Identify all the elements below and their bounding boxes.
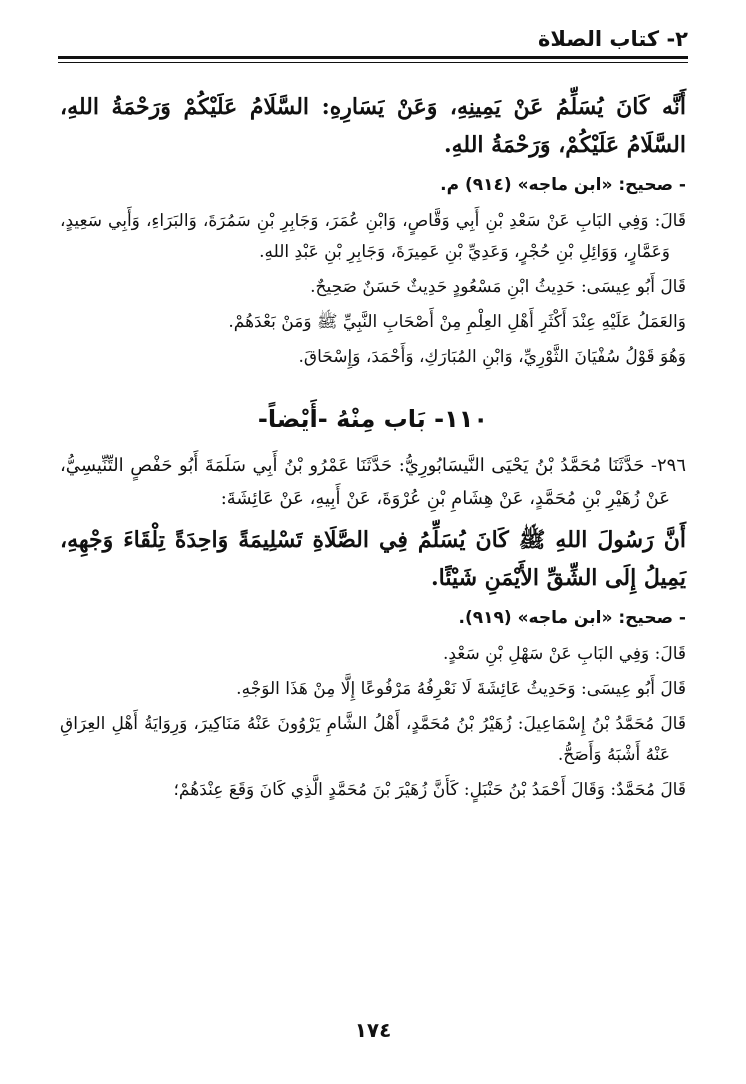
page-header bbox=[58, 20, 688, 64]
hadith-chain: ٢٩٦- حَدَّثَنَا مُحَمَّدُ بْنُ يَحْيَى النَّيسَابُورِيُّ: حَدَّثَنَا عَمْرُو بْنُ أَبِي سَلَمَةَ أَبُو حَفْصٍ التِّنِّيسِيُّ، عَنْ زُهَيْرِ بْنِ مُحَمَّدٍ، عَنْ هِشَامِ بْنِ عُرْوَةَ، عَنْ أَبِيهِ، عَنْ عَائِشَةَ: bbox=[60, 455, 686, 509]
commentary-5: قَالَ: وَفِي البَابِ عَنْ سَهْلِ بْنِ سَعْدٍ. bbox=[442, 644, 686, 664]
commentary-7: قَالَ مُحَمَّدُ بْنُ إِسْمَاعِيلَ: زُهَيْرُ بْنُ مُحَمَّدٍ، أَهْلُ الشَّامِ يَرْوُونَ عَنْهُ مَنَاكِيرَ، وَرِوَايَةُ أَهْلِ العِرَاقِ عَنْهُ أَشْبَهُ وَأَصَحُّ. bbox=[60, 714, 686, 765]
chapter-running-title: ٢- كتاب الصلاة bbox=[537, 27, 688, 51]
commentary-3: وَالعَمَلُ عَلَيْهِ عِنْدَ أَكْثَرِ أَهْلِ العِلْمِ مِنْ أَصْحَابِ النَّبِيِّ ﷺ وَمَنْ بَعْدَهُمْ. bbox=[228, 312, 686, 332]
page-number: ١٧٤ bbox=[354, 1018, 392, 1042]
commentary-6: قَالَ أَبُو عِيسَى: وَحَدِيثُ عَائِشَةَ لَا نَعْرِفُهُ مَرْفُوعًا إِلَّا مِنْ هَذَا الوَجْهِ. bbox=[236, 679, 686, 699]
chapter-heading: ١١٠- بَاب مِنْهُ -أَيْضاً- bbox=[257, 405, 489, 433]
grading-1: - صحيح: «ابن ماجه» (٩١٤) م. bbox=[440, 175, 686, 195]
grading-2: - صحيح: «ابن ماجه» (٩١٩). bbox=[458, 608, 686, 628]
commentary-2: قَالَ أَبُو عِيسَى: حَدِيثُ ابْنِ مَسْعُودٍ حَدِيثٌ حَسَنٌ صَحِيحٌ. bbox=[310, 277, 686, 297]
hadith-text-1: أَنَّه كَانَ يُسَلِّمُ عَنْ يَمِينِهِ، وَعَنْ يَسَارِهِ: السَّلَامُ عَلَيْكُمْ وَرَحْمَةُ اللهِ، السَّلَامُ عَلَيْكُمْ، وَرَحْمَةُ اللهِ. bbox=[60, 94, 686, 158]
header-rule-thick bbox=[58, 56, 688, 59]
commentary-1: قَالَ: وَفِي البَابِ عَنْ سَعْدِ بْنِ أَبِي وَقَّاصٍ، وَابْنِ عُمَرَ، وَجَابِرِ بْنِ سَمُرَةَ، وَالبَرَاءِ، وَأَبِي سَعِيدٍ، وَعَمَّارٍ، وَوَائِلِ بْنِ حُجْرٍ، وَعَدِيِّ بْنِ عَمِيرَةَ، وَجَابِرِ بْنِ عَبْدِ اللهِ. bbox=[60, 211, 686, 262]
header-rule-thin bbox=[58, 62, 688, 63]
commentary-4: وَهُوَ قَوْلُ سُفْيَانَ الثَّوْرِيِّ، وَابْنِ المُبَارَكِ، وَأَحْمَدَ، وَإِسْحَاقَ. bbox=[298, 347, 686, 367]
hadith-text-2: أَنَّ رَسُولَ اللهِ ﷺ كَانَ يُسَلِّمُ فِي الصَّلَاةِ تَسْلِيمَةً وَاحِدَةً تِلْقَاءَ وَجْهِهِ، يَمِيلُ إِلَى الشِّقِّ الأَيْمَنِ شَيْئًا. bbox=[60, 527, 686, 591]
page-body bbox=[60, 88, 686, 810]
commentary-8: قَالَ مُحَمَّدٌ: وَقَالَ أَحْمَدُ بْنُ حَنْبَلٍ: كَأَنَّ زُهَيْرَ بْنَ مُحَمَّدٍ الَّذِي كَانَ وَقَعَ عِنْدَهُمْ؛ bbox=[173, 780, 686, 800]
